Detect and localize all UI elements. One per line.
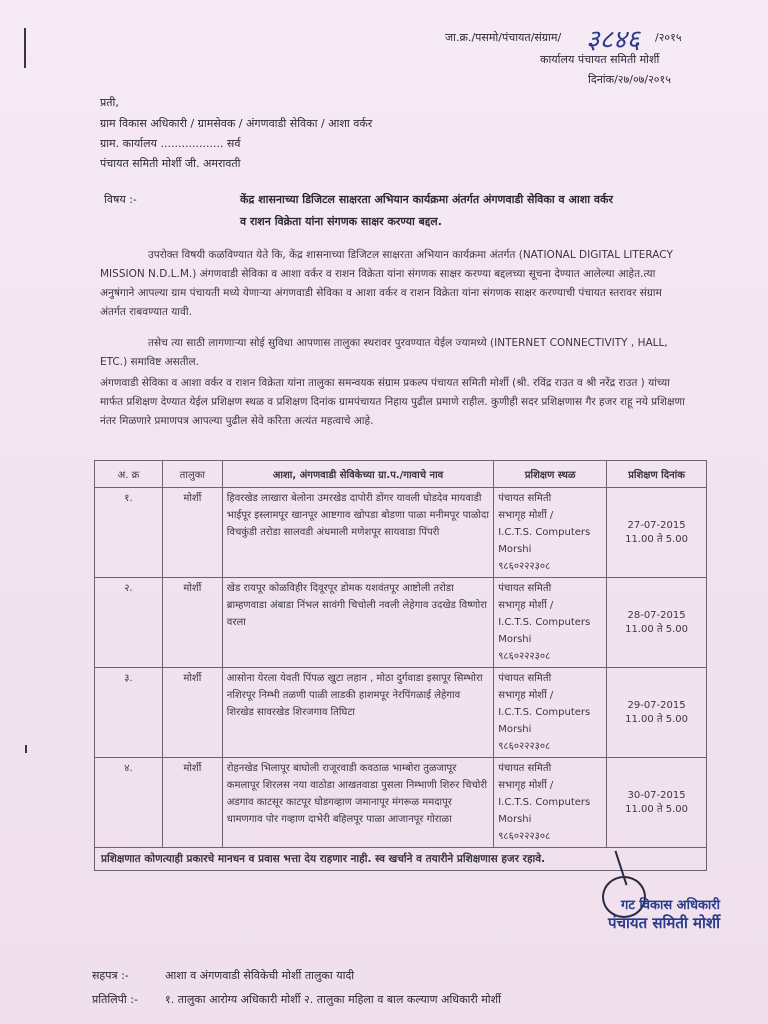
training-time: 11.00 ते 5.00 xyxy=(625,714,689,725)
venue-phone: ९८६०२२२३०८ xyxy=(498,651,551,662)
venue-line: I.C.T.S. Computers xyxy=(498,527,591,538)
training-date-cell xyxy=(607,488,707,578)
subject-label: विषय :- xyxy=(104,193,137,206)
serial-number: ४. xyxy=(95,758,163,848)
column-header: तालुका xyxy=(162,461,222,488)
taluka-name: मोर्शी xyxy=(162,488,222,578)
venue-line: सभागृह मोर्शी / xyxy=(498,780,554,791)
training-venue xyxy=(494,488,607,578)
table-note: प्रशिक्षणात कोणत्याही प्रकारचे मानधन व प्रवास भत्ता देय राहणार नाही. स्व खर्चाने व तयारीने प्रशिक्षणास हजर रहावे. xyxy=(95,848,707,871)
taluka-name: मोर्शी xyxy=(162,668,222,758)
body-paragraph: तसेच त्या साठी लागणाऱ्या सोई सुविधा आपणास तालुका स्थरावर पुरवण्यात येईल ज्यामध्ये (INTERNET CONNECTIVITY , HALL, ETC.) समाविष्ट असतील. xyxy=(100,337,668,368)
serial-number: १. xyxy=(95,488,163,578)
signature-stamp xyxy=(560,895,720,933)
serial-number: २. xyxy=(95,578,163,668)
venue-line: सभागृह मोर्शी / xyxy=(498,690,554,701)
village-list: आसोना येरला येवती पिंपळ खुटा लहान , मोठा दुर्गवाडा इसापूर सिम्भोरा नशिरपूर निम्भी तळणी पाळी लाडकी हाशमपूर नेरपिंगळाई लेहेगाव शिरखेड सावरखेड शिरजगाव तिघिटा xyxy=(222,668,493,758)
table-row xyxy=(95,488,707,578)
training-time: 11.00 ते 5.00 xyxy=(625,804,689,815)
training-schedule-table xyxy=(94,460,707,871)
margin-mark xyxy=(24,28,26,68)
venue-line: Morshi xyxy=(498,814,532,825)
reference-number: ३८४६ xyxy=(586,25,641,55)
training-time: 11.00 ते 5.00 xyxy=(625,624,689,635)
village-list: रोहनखेड भिलापूर बाघोली राजूरवाडी कवठाळ भाम्बोरा तुळजापूर कमलापूर शिरलस नया वाठोडा आखतवाडा पुसला निम्भाणी शिरुर चिचोरी अडगाव काटसूर काटपूर घोडगव्हाण जमानापूर मंगरूळ ममदापूर धामणगाव पोर गव्हाण दाभेरी बहिलपूर पाळा आजानपूर गोराळा xyxy=(222,758,493,848)
venue-phone: ९८६०२२२३०८ xyxy=(498,831,551,842)
table-row xyxy=(95,758,707,848)
venue-line: Morshi xyxy=(498,544,532,555)
subject-line: केंद्र शासनाच्या डिजिटल साक्षरता अभियान कार्यक्रमा अंतर्गत अंगणवाडी सेविका व आशा वर्कर xyxy=(240,193,613,206)
venue-line: I.C.T.S. Computers xyxy=(498,797,591,808)
body-paragraph: उपरोक्त विषयी कळविण्यात येते कि, केंद्र शासनाच्या डिजिटल साक्षरता अभियान कार्यक्रमा अंतर्गत (NATIONAL DIGITAL LITERACY MISSION N.D.L.M.) अंगणवाडी सेविका व आशा वर्कर व राशन विक्रेता यांना संगणक साक्षर करण्या बद्दलच्या सूचना देण्यात आलेल्या आहेत.त्या अनुषंगाने आपल्या ग्राम पंचायती मध्ये येणाऱ्या अंगणवाडी सेविका व आशा वर्कर व राशन विक्रेता यांना संगणक साक्षर करण्याची पंचायत स्तरावर संग्राम अंतर्गत राबवण्यात यावी. xyxy=(100,249,673,318)
signature-office: पंचायत समिती मोर्शी xyxy=(608,914,720,932)
venue-line: Morshi xyxy=(498,634,532,645)
venue-line: सभागृह मोर्शी / xyxy=(498,510,554,521)
reference-year: /२०१५ xyxy=(655,31,682,44)
training-date: 27-07-2015 xyxy=(627,520,686,531)
enclosure-text: आशा व अंगणवाडी सेविकेची मोर्शी तालुका यादी xyxy=(165,969,355,982)
column-header: अ. क्र xyxy=(95,461,163,488)
table-row xyxy=(95,668,707,758)
subject-line: व राशन विक्रेता यांना संगणक साक्षर करण्या बद्दल. xyxy=(240,215,442,228)
training-date: 28-07-2015 xyxy=(627,610,686,621)
recipient-prati: प्रती, xyxy=(100,96,119,109)
enclosure-label: सहपत्र :- xyxy=(92,969,129,982)
serial-number: ३. xyxy=(95,668,163,758)
copy-label: प्रतिलिपी :- xyxy=(92,993,138,1006)
venue-line: पंचायत समिती xyxy=(498,583,552,594)
taluka-name: मोर्शी xyxy=(162,578,222,668)
column-header: प्रशिक्षण स्थळ xyxy=(494,461,607,488)
venue-line: I.C.T.S. Computers xyxy=(498,707,591,718)
reference-label: जा.क्र./पसमो/पंचायत/संग्राम/ xyxy=(445,31,562,44)
letter-date: दिनांक/२७/०७/२०१५ xyxy=(588,73,671,86)
training-date-cell xyxy=(607,758,707,848)
recipient-line: ग्राम. कार्यालय .................. सर्व xyxy=(100,137,241,150)
table-header-row xyxy=(95,461,707,488)
recipient-line: ग्राम विकास अधिकारी / ग्रामसेवक / अंगणवाडी सेविका / आशा वर्कर xyxy=(100,117,373,130)
training-date: 30-07-2015 xyxy=(627,790,686,801)
signature-designation: गट विकास अधिकारी xyxy=(621,898,720,913)
training-time: 11.00 ते 5.00 xyxy=(625,534,689,545)
table-row xyxy=(95,578,707,668)
venue-phone: ९८६०२२२३०८ xyxy=(498,741,551,752)
margin-mark xyxy=(25,745,27,753)
venue-phone: ९८६०२२२३०८ xyxy=(498,561,551,572)
village-list: हिवरखेड लाखारा बेलोना उमरखेड दापोरी डोंगर यावली घोडदेव मायवाडी भाईपूर इस्लामपूर खानपूर आष्टगाव खोपडा बोडणा पाळा मनीमपूर पाळोदा विचकुंडी तरोडा सालवडी अंधमाली मणेशपूर सायवाडा पिंपरी xyxy=(222,488,493,578)
training-date: 29-07-2015 xyxy=(627,700,686,711)
column-header: प्रशिक्षण दिनांक xyxy=(607,461,707,488)
venue-line: Morshi xyxy=(498,724,532,735)
copy-text: १. तालुका आरोग्य अधिकारी मोर्शी २. तालुका महिला व बाल कल्याण अधिकारी मोर्शी xyxy=(165,993,501,1006)
venue-line: पंचायत समिती xyxy=(498,493,552,504)
venue-line: पंचायत समिती xyxy=(498,673,552,684)
office-name: कार्यालय पंचायत समिती मोर्शी xyxy=(540,53,660,66)
venue-line: I.C.T.S. Computers xyxy=(498,617,591,628)
training-date-cell xyxy=(607,668,707,758)
training-date-cell xyxy=(607,578,707,668)
recipient-line: पंचायत समिती मोर्शी जी. अमरावती xyxy=(100,157,241,170)
column-header: आशा, अंगणवाडी सेविकेच्या ग्रा.प./गावाचे नाव xyxy=(222,461,493,488)
venue-line: पंचायत समिती xyxy=(498,763,552,774)
training-venue xyxy=(494,578,607,668)
training-venue xyxy=(494,758,607,848)
body-paragraph: अंगणवाडी सेविका व आशा वर्कर व राशन विक्रेता यांना तालुका समन्वयक संग्राम प्रकल्प पंचायत समिती मोर्शी (श्री. रविंद्र राउत व श्री नरेंद्र राउत ) यांच्या मार्फत प्रशिक्षण देण्यात येईल प्रशिक्षण स्थळ व प्रशिक्षण दिनांक ग्रामपंचायत निहाय पुढील प्रमाणे राहील. कुणीही सदर प्रशिक्षणास गैर हजर राहू नये प्रशिक्षणा नंतर मिळणारे प्रमाणपत्र आपल्या पुढील सेवे करिता अत्यंत महत्वाचे आहे. xyxy=(100,377,685,427)
village-list: खेड रायपूर कोळविहीर दिवूरपूर डोमक यशवंतपूर आष्टोली तरोडा ब्राम्हणवाडा अंबाडा निंभल सावंगी चिचोली नवली लेहेगाव उदखेड विष्णोरा वरला xyxy=(222,578,493,668)
venue-line: सभागृह मोर्शी / xyxy=(498,600,554,611)
taluka-name: मोर्शी xyxy=(162,758,222,848)
training-venue xyxy=(494,668,607,758)
